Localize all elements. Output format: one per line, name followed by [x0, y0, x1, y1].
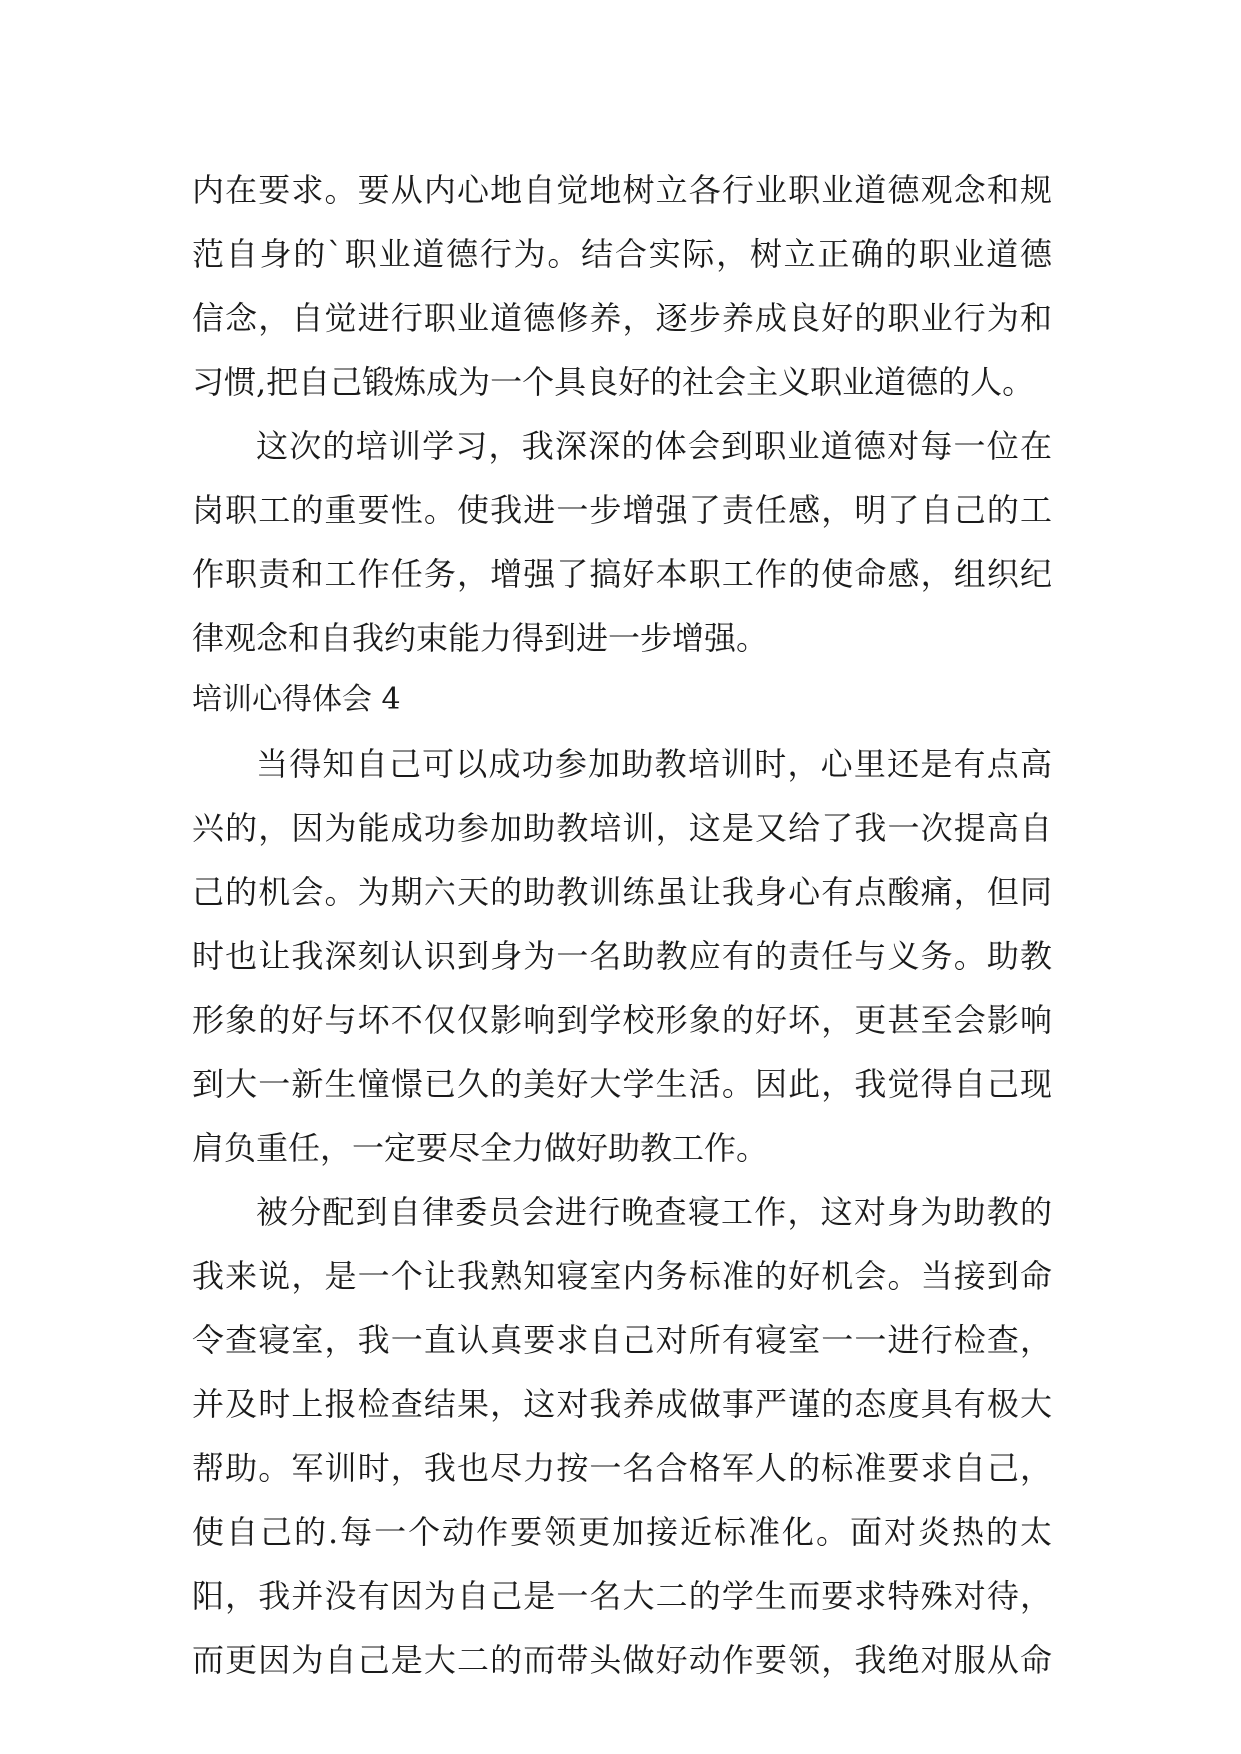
text-line: 到大一新生憧憬已久的美好大学生活。因此，我觉得自己现 [192, 1065, 1052, 1103]
text-line: 使自己的.每一个动作要领更加接近标准化。面对炎热的太 [192, 1513, 1052, 1551]
text-line: 令查寝室，我一直认真要求自己对所有寝室一一进行检查， [192, 1321, 1052, 1359]
section-heading: 培训心得体会 4 [192, 682, 401, 717]
text-line: 信念，自觉进行职业道德修养，逐步养成良好的职业行为和 [192, 299, 1052, 337]
text-line: 我来说，是一个让我熟知寝室内务标准的好机会。当接到命 [192, 1257, 1052, 1295]
text-line: 而更因为自己是大二的而带头做好动作要领，我绝对服从命 [192, 1641, 1052, 1679]
text-line: 范自身的`职业道德行为。结合实际，树立正确的职业道德 [192, 235, 1052, 273]
text-line: 并及时上报检查结果，这对我养成做事严谨的态度具有极大 [192, 1385, 1052, 1423]
text-line: 岗职工的重要性。使我进一步增强了责任感，明了自己的工 [192, 491, 1052, 529]
text-line: 内在要求。要从内心地自觉地树立各行业职业道德观念和规 [192, 171, 1052, 209]
text-line: 作职责和工作任务，增强了搞好本职工作的使命感，组织纪 [192, 555, 1052, 593]
text-line: 肩负重任，一定要尽全力做好助教工作。 [192, 1129, 769, 1167]
text-line: 当得知自己可以成功参加助教培训时，心里还是有点高 [256, 745, 1052, 783]
text-line: 阳，我并没有因为自己是一名大二的学生而要求特殊对待， [192, 1577, 1052, 1615]
text-line: 被分配到自律委员会进行晚查寝工作，这对身为助教的 [256, 1193, 1052, 1231]
text-line: 兴的，因为能成功参加助教培训，这是又给了我一次提高自 [192, 809, 1052, 847]
text-line: 时也让我深刻认识到身为一名助教应有的责任与义务。助教 [192, 937, 1052, 975]
text-line: 习惯,把自己锻炼成为一个具良好的社会主义职业道德的人。 [192, 363, 1035, 401]
text-line: 律观念和自我约束能力得到进一步增强。 [192, 619, 769, 657]
text-line: 形象的好与坏不仅仅影响到学校形象的好坏，更甚至会影响 [192, 1001, 1052, 1039]
text-line: 己的机会。为期六天的助教训练虽让我身心有点酸痛，但同 [192, 873, 1052, 911]
text-line: 帮助。军训时，我也尽力按一名合格军人的标准要求自己， [192, 1449, 1052, 1487]
text-line: 这次的培训学习，我深深的体会到职业道德对每一位在 [256, 427, 1052, 465]
